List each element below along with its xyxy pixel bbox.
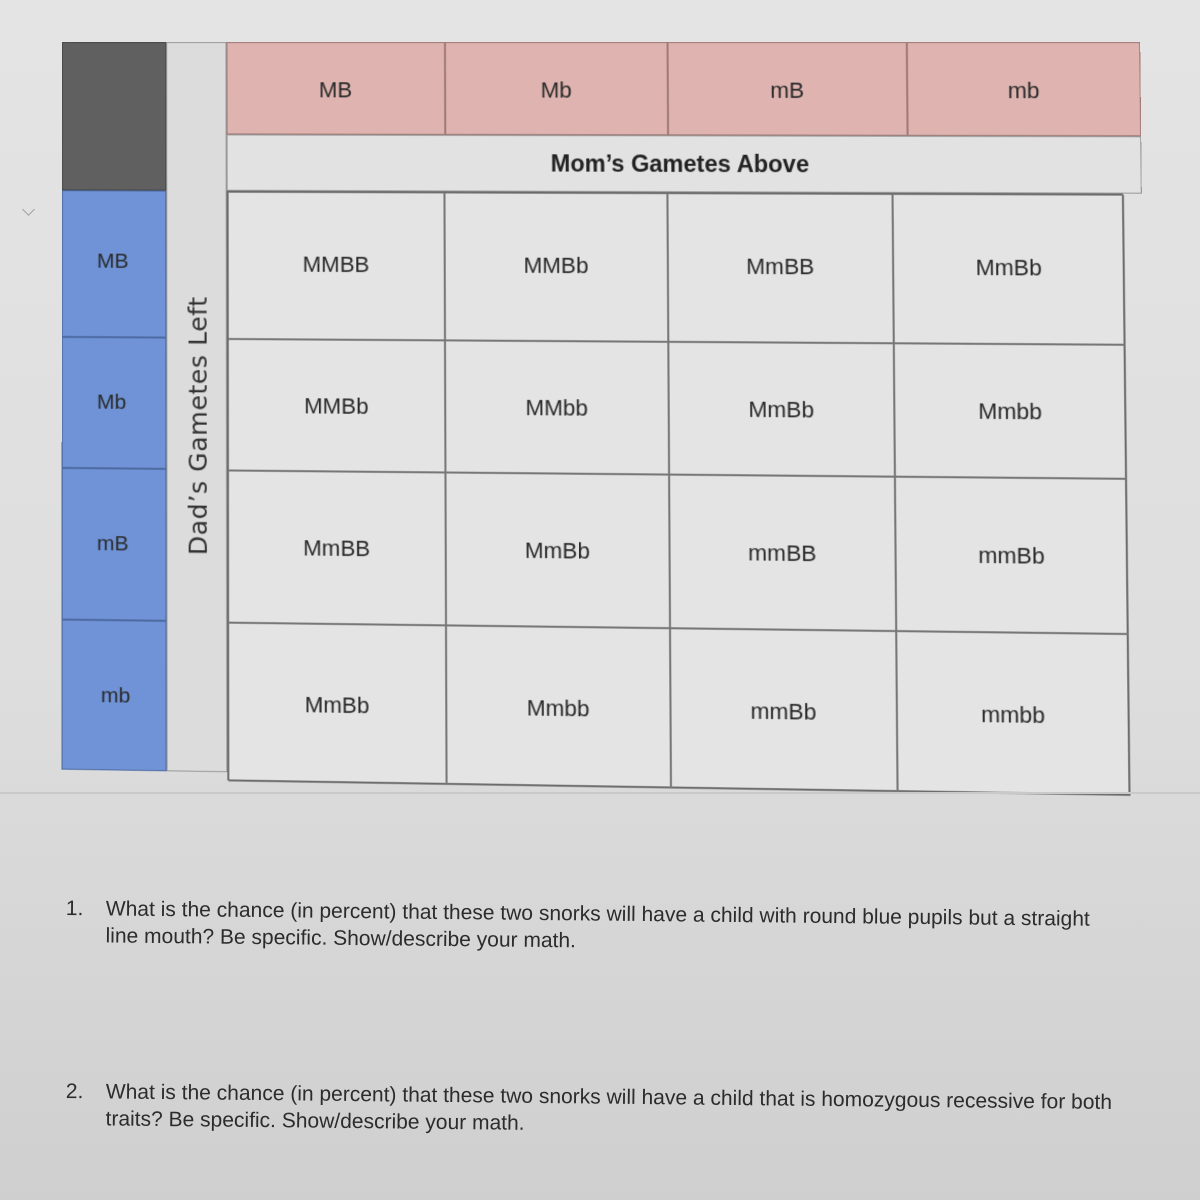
- offspring-cell: mmbb: [896, 631, 1130, 796]
- mom-gamete-cell: mB: [668, 42, 908, 136]
- mom-gamete-cell: MB: [226, 42, 445, 135]
- offspring-cell: MmBb: [228, 623, 446, 785]
- offspring-cell: MmBb: [668, 342, 895, 477]
- dad-gamete-cell: [62, 620, 167, 772]
- offspring-grid: [227, 191, 1130, 795]
- dad-gamete-cell: [62, 337, 167, 469]
- question-text: What is the chance (in percent) that these two snorks will have a child that is homozygous recessive for both traits? Be specific. Show/describe your math.: [105, 1080, 1113, 1135]
- corner-cell: [62, 42, 166, 191]
- mom-gametes-label: Mom’s Gametes Above: [227, 134, 1142, 193]
- question-number: 2.: [65, 1079, 84, 1104]
- dad-gamete-label: mb: [100, 683, 131, 708]
- question-2: [65, 1078, 1126, 1143]
- offspring-cell: Mmbb: [446, 625, 671, 788]
- dad-gametes-label: Dad’s Gametes Left: [182, 296, 213, 556]
- punnett-square: [62, 42, 1149, 806]
- dad-gamete-cell: [62, 190, 167, 337]
- offspring-cell: MMBb: [444, 192, 668, 341]
- mom-gamete-cell: mb: [907, 42, 1141, 136]
- offspring-cell: mmBB: [669, 475, 896, 632]
- offspring-cell: mmBb: [670, 628, 898, 792]
- offspring-cell: MmBB: [228, 470, 446, 625]
- offspring-cell: MMbb: [445, 340, 669, 474]
- dad-gamete-label: mB: [96, 531, 129, 556]
- offspring-cell: MMBB: [228, 192, 445, 341]
- section-divider: [0, 792, 1200, 794]
- question-1: [65, 895, 1126, 960]
- offspring-cell: MMBb: [228, 339, 446, 473]
- offspring-cell: MmBb: [445, 472, 670, 628]
- mom-gamete-cell: Mb: [445, 42, 668, 135]
- dad-gamete-label: MB: [96, 249, 129, 273]
- offspring-cell: Mmbb: [894, 343, 1127, 479]
- dad-gamete-label: Mb: [96, 390, 127, 414]
- offspring-cell: mmBb: [895, 477, 1129, 634]
- dad-gametes-strip: [166, 42, 227, 772]
- dad-gamete-cell: [62, 468, 167, 621]
- stray-mark: [22, 203, 35, 216]
- dad-gametes-column: [62, 190, 167, 771]
- offspring-cell: MmBb: [893, 194, 1126, 345]
- question-number: 1.: [65, 896, 84, 921]
- offspring-cell: MmBB: [667, 193, 893, 343]
- question-text: What is the chance (in percent) that these two snorks will have a child with round blue pupils but a straight line mouth? Be specific. Show/describe your math.: [105, 897, 1090, 953]
- mom-gametes-row: [226, 42, 1141, 136]
